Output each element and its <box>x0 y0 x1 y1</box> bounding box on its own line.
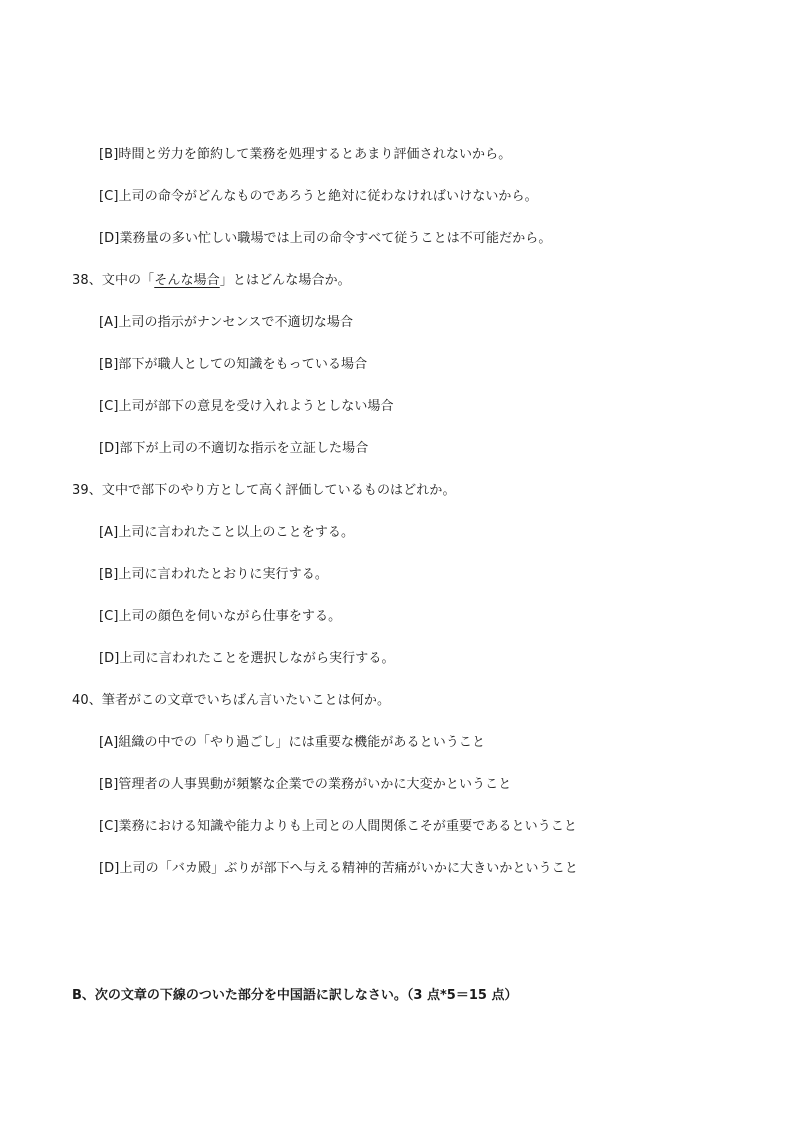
q39-option-c: [C]上司の顔色を伺いながら仕事をする。 <box>99 609 342 624</box>
q40-stem: 40、筆者がこの文章でいちばん言いたいことは何か。 <box>72 693 391 708</box>
q38-option-b: [B]部下が職人としての知識をもっている場合 <box>99 357 368 372</box>
q38-option-a: [A]上司の指示がナンセンスで不適切な場合 <box>99 315 354 330</box>
q40-option-c: [C]業務における知識や能力よりも上司との人間関係こそが重要であるということ <box>99 819 578 834</box>
section-b-heading: B、次の文章の下線のついた部分を中国語に訳しなさい。（3 点*5＝15 点） <box>72 988 518 1003</box>
q38-stem-before: 38、文中の「 <box>72 273 155 288</box>
q40-option-d: [D]上司の「バカ殿」ぶりが部下へ与える精神的苦痛がいかに大きいかということ <box>99 861 578 876</box>
q38-stem-after: 」とはどんな場合か。 <box>219 273 351 288</box>
q40-option-b: [B]管理者の人事異動が頻繁な企業での業務がいかに大変かということ <box>99 777 512 792</box>
q39-option-b: [B]上司に言われたとおりに実行する。 <box>99 567 328 582</box>
q38-stem <box>72 272 351 290</box>
q39-option-a: [A]上司に言われたこと以上のことをする。 <box>99 525 355 540</box>
q37-option-d: [D]業務量の多い忙しい職場では上司の命令すべて従うことは不可能だから。 <box>99 231 552 246</box>
q39-option-d: [D]上司に言われたことを選択しながら実行する。 <box>99 651 395 666</box>
q40-option-a: [A]組織の中での「やり過ごし」には重要な機能があるということ <box>99 735 486 750</box>
q39-stem: 39、文中で部下のやり方として高く評価しているものはどれか。 <box>72 483 456 498</box>
q38-stem-underlined: そんな場合 <box>154 273 220 288</box>
q37-option-c: [C]上司の命令がどんなものであろうと絶対に従わなければいけないから。 <box>99 189 538 204</box>
q38-option-d: [D]部下が上司の不適切な指示を立証した場合 <box>99 441 369 456</box>
q37-option-b: [B]時間と労力を節約して業務を処理するとあまり評価されないから。 <box>99 147 512 162</box>
q38-option-c: [C]上司が部下の意見を受け入れようとしない場合 <box>99 399 394 414</box>
